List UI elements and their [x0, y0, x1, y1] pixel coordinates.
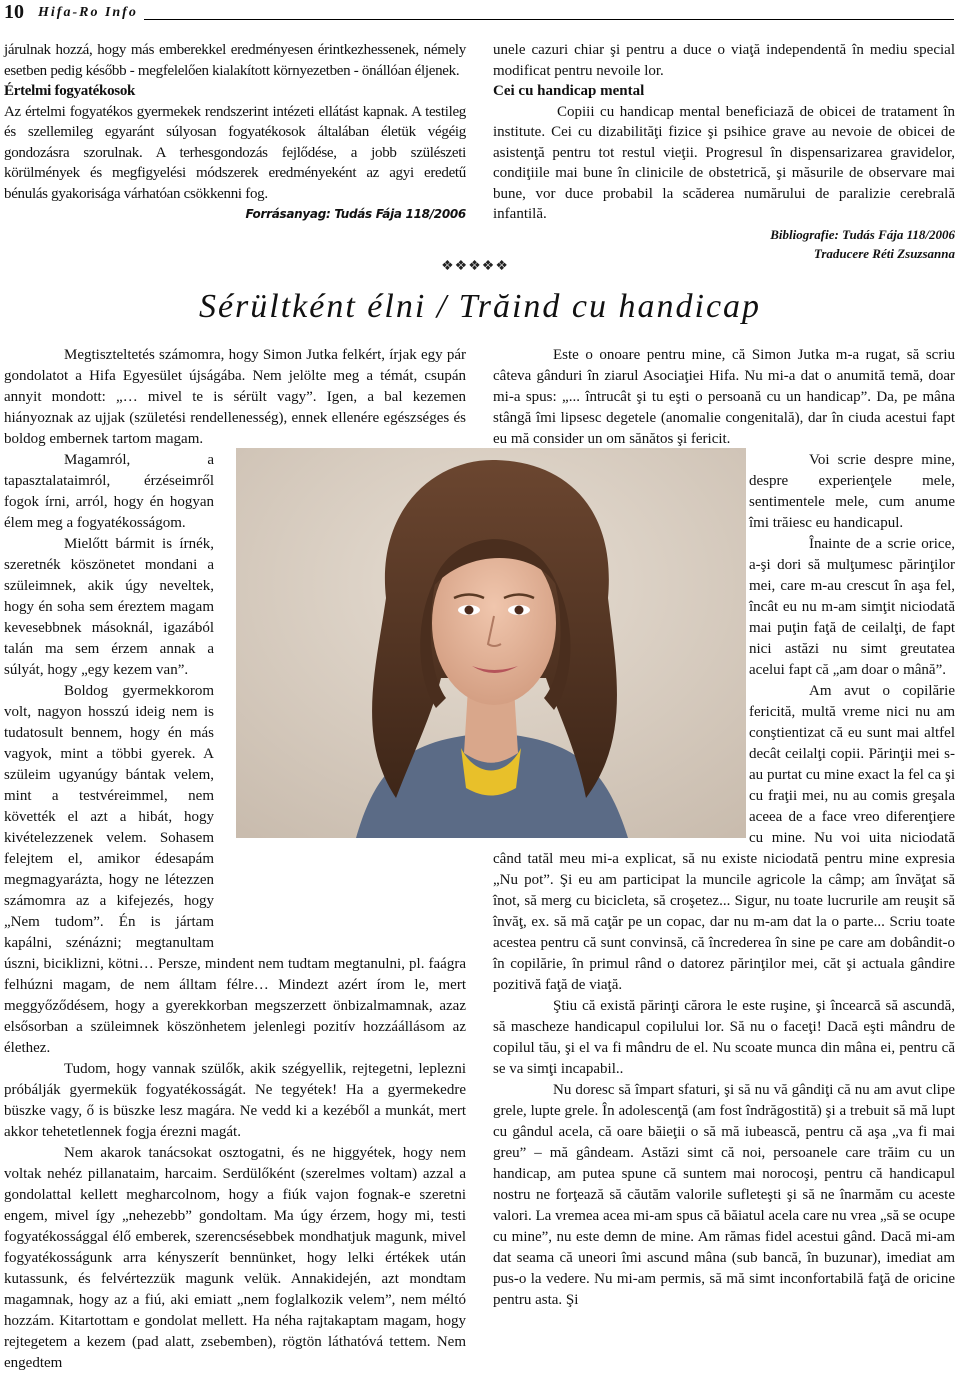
paragraph: Nu doresc să împart sfaturi, şi să nu vă gândiţi că nu am avut clipe grele, lupte grele. În adolescenţă (am fost îndrăgostită) şi a trebuit să mă lupt cu gândul acela, că oare băieţii o să mă iubească, pentru că aşa „va fi mai greu” – mă gândeam. Astăzi simt că noi, persoanele care trăim cu un handicap, am putea spune că suntem mai norocoşi, pentru că handicapul nostru ne forţează să căutăm valorile sufleteşti şi să ne înarmăm cu aceste valori. La vremea acea mi-am spus că băiatul acela care nu vrea „să se ocupe cu mine”, nu este demn de mine. Am rămas fidel acestui gând. Dacă mi-am dat seama că uneori îmi ascund mâna (sub bancă, în buzunar), imediat am pus-o la vedere. Nu mi-am permis, să mă simt inconfortabilă faţă de oricine pentru asta. Şi [493, 1082, 955, 1308]
paragraph: Magamról, a tapasztalataimról, érzéseimről fogok írni, arról, hogy én hogyan élem meg a fogyatékosságom. [4, 452, 214, 531]
paragraph: Ştiu că există părinţi cărora le este ruşine, şi încearcă să ascundă, să mascheze handicapul copilului lor. Să nu o faceţi! Dacă eşti mândru de copilul tău, şi el va fi mândru de el. Nu scoate munca din mâna ei, pentru că se va simţi incapabil.. [493, 998, 955, 1077]
article-title: Sérültként élni / Trăind cu handicap [198, 288, 762, 325]
source-note: Forrásanyag: Tudás Fája 118/2006 [245, 207, 466, 221]
bibliography-note: Bibliografie: Tudás Fája 118/2006 [770, 226, 955, 242]
portrait-photo [236, 448, 746, 838]
section-separator: ❖❖❖❖❖ [441, 259, 509, 274]
paragraph: Am avut o copilărie fericită, multă vreme nici nu am conştientizat că eu sunt mai altfel decât ceilalţi copii. Părinţii mei s-au purtat cu mine exact la fel ca şi cu fraţii mei, nu au comis greşala aceea de a face vreo diferenţiere cu mine. Nu voi uita niciodată când tatăl meu mi-a explicat, să nu existe niciodată pentru mine expresia „Nu pot”. Şi eu am participat la muncile agricole la câmp; am învăţat să înot, să merg cu bicicleta, să croşetez... Sigur, nu toate lucrurile am reuşit să învăţ, ex. să mă caţăr pe un copac, dar nu m-am dat la o parte... Scriu toate acestea pentru că sunt convinsă, că încrederea în sine pe care am dobândit-o în copilărie, în primul rând o datorez părinţilor mei, căt şi actuala gândire pozitivă faţă de viaţă. [493, 683, 955, 993]
paragraph: unele cazuri chiar şi pentru a duce o viaţă independentă în mediu special modificat pentru nevoile lor. [493, 42, 955, 79]
publication-name: Hifa-Ro Info [38, 5, 138, 20]
previous-article-hungarian-end [4, 40, 466, 224]
paragraph: Nem akarok tanácsokat osztogatni, és ne higgyétek, hogy nem voltak nehéz pillanataim, harcaim. Serdülőként (szerelmes voltam) azzal a gondolattal kellett megharcolnom, hogy a fiúk vajon fognak-e szeretni engem, mivel így „nehezebb” gondoltam. Ma úgy érzem, hogy mi, testi fogyatékossággal élő emberek, szerencsésebbek mondhatjuk magunk, mivel fogyatékosságunk arra kényszerít bennünket, hogy lelki értékek után kutassunk, és felvértezzük magunk velük. Annakidején, azt mondtam magamnak, hogy az a fiú, aki emiatt „nem foglalkozik velem”, nem méltó hozzám. Kitartottam e gondolat mellett. Ha néha rajtakaptam magam, hogy rejtegetem a kezem (pad alatt, zsebemben), rögtön láthatóvá tettem. Nem engedtem [4, 1145, 466, 1371]
previous-article-romanian-end [493, 40, 955, 263]
section-heading: Cei cu handicap mental [493, 83, 645, 99]
translator-note: Traducere Réti Zsuzsanna [813, 245, 955, 261]
paragraph: Tudom, hogy vannak szülők, akik szégyellik, rejtegetni, leplezni próbálják gyermekük fogyatékosságát. Ne tegyétek! Ha a gyermekedre büszke vagy, ő is büszke lesz magára. Ne vedd ki a kezéből a munkát, mert akkor tehetetlennek fogja érezni magát. [4, 1061, 466, 1140]
paragraph: Copiii cu handicap mental beneficiază de obicei de tratament în institute. Cei cu dizabilităţi fizice şi psihice grave au nevoie de obicei de asistenţă pentru tot restul vieţii. Progresul în dispensarizarea gravidelor, condiţiile mai bune în clinicile de obstetrică, şi măsurile de observare mai bune, vor duce probabil la scăderea numărului de paralizie cerebrală infantilă. [493, 103, 955, 222]
page-header [4, 0, 954, 26]
header-rule [144, 19, 954, 20]
paragraph: Voi scrie despre mine, despre experienţele mele, sentimentele mele, cum anume îmi trăiesc eu handicapul. [749, 452, 955, 531]
portrait-illustration [236, 448, 746, 838]
paragraph: Boldog gyermekkorom volt, nagyon hosszú ideig nem is tudatosult bennem, hogy én más vagyok, mint a többi gyerek. A szüleim ugyanúgy bántak velem, mint a testvéreimmel, nem követték el azt a hibát, hogy kivételezzenek velem. Sohasem felejtem el, amikor édesapám megmagyarázta, hogy ne létezzen számomra az a kifejezés, hogy „Nem tudom”. Én is jártam kapálni, szénázni; megtanultam úszni, biciklizni, kötni… Persze, mindent nem tudtam megtanulni, pl. faágra felhúzni magam, de nem álltam félre… Mindezt azért írom le, mert meggyőződésem, hogy a gyerekkorban megszerzett önbizalmamnak, azaz elsősorban a szüleimnek köszönhetem jelenlegi pozitív hozzáállásom az élethez. [4, 683, 466, 1056]
paragraph: Este o onoare pentru mine, că Simon Jutka m-a rugat, să scriu câteva gânduri în ziarul Asociaţiei Hifa. Nu mi-a dat o anumită temă, doar mi-a spus: „... întrucât şi tu eşti o persoană cu un handicap”. Da, pe mâna stângă îmi lipsesc degetele (anomalie congenitală), dar în ciuda acestui fapt eu mă consider un om sănătos şi fericit. [493, 347, 955, 447]
paragraph: járulnak hozzá, hogy más emberekkel eredményesen érintkezhessenek, némely esetben pedig később - megfelelően kialakított környezetben - önállóan éljenek. [4, 42, 466, 79]
paragraph: Az értelmi fogyatékos gyermekek rendszerint intézeti ellátást kapnak. A testileg és szellemileg egyaránt súlyosan fogyatékosok általában életük végéig gondozásra szorulnak. A terhesgondozás fejlődése, a jobb szülészeti körülmények és megfigyelési módszerek eredményeként az agyi eredetű bénulás gyakorisága várhatóan csökkenni fog. [4, 103, 466, 202]
paragraph: Mielőtt bármit is írnék, szeretnék köszönetet mondani a szüleimnek, akik úgy neveltek, hogy én soha sem éreztem magam kevesebbnek másoknál, igazából talán ma sem érzem annak a súlyát, hogy „egy kezem van”. [4, 536, 214, 678]
paragraph: Megtiszteltetés számomra, hogy Simon Jutka felkért, írjak egy pár gondolatot a Hifa Egyesület újságába. Nem jelölte meg a témát, csupán annyit mondott: „… mivel te is sérült vagy”. Igen, a bal kezemen hiányoznak az ujjak (születési rendellenesség), ennek ellenére egészséges és boldog embernek tartom magam. [4, 347, 466, 447]
paragraph: Înainte de a scrie orice, a-şi dori să mulţumesc părinţilor mei, care m-au crescut în aşa fel, încât eu nu m-am simţit niciodată mai puţin faţă de ceilalţi, de fapt nici astăzi nu simt greutatea acelui fapt că „am doar o mână”. [749, 536, 955, 678]
page-number: 10 [4, 1, 24, 23]
section-heading: Értelmi fogyatékosok [4, 83, 136, 99]
